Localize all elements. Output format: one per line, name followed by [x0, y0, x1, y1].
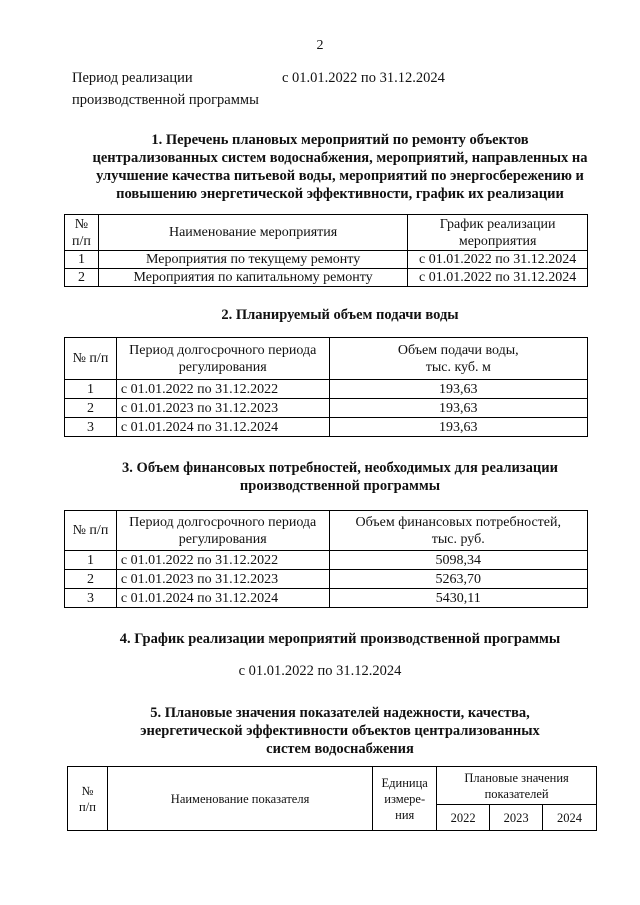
row-num: 3 [65, 418, 117, 437]
table-row [65, 399, 588, 418]
header-finance-line: Объем финансовых потребностей, [355, 514, 562, 530]
row-num: 1 [65, 551, 117, 570]
row-num: 1 [65, 380, 117, 399]
header-schedule-line: График реализации [439, 216, 556, 232]
header-num-line: п/п [79, 799, 96, 814]
section4-title: 4. График реализации мероприятий производственной программы [119, 631, 561, 647]
header-num: № п/п [65, 511, 117, 551]
row-period: с 01.01.2023 по 31.12.2023 [116, 399, 329, 418]
row-num: 1 [65, 251, 99, 269]
table-row [65, 269, 588, 287]
header-period-line: регулирования [178, 359, 267, 375]
header-year: 2022 [437, 805, 490, 831]
section1-title [40, 131, 640, 203]
section5-title-line: 5. Плановые значения показателей надежности, качества, [150, 705, 530, 721]
row-value: 5098,34 [329, 551, 587, 570]
row-period: с 01.01.2022 по 31.12.2022 [116, 551, 329, 570]
period-label-line1: Период реализации [72, 70, 193, 86]
period-label-line2: производственной программы [72, 92, 259, 108]
table-row [65, 570, 588, 589]
table-row [65, 551, 588, 570]
header-num [68, 767, 108, 831]
header-unit [373, 767, 437, 831]
header-period [116, 338, 329, 380]
table-row [65, 418, 588, 437]
section1-title-line: централизованных систем водоснабжения, мероприятий, направленных на [92, 150, 588, 166]
row-period: с 01.01.2023 по 31.12.2023 [116, 570, 329, 589]
section2-table [64, 337, 588, 437]
row-value: 193,63 [329, 380, 587, 399]
row-value: 193,63 [329, 418, 587, 437]
period-value: с 01.01.2022 по 31.12.2024 [282, 70, 445, 86]
row-schedule: с 01.01.2022 по 31.12.2024 [408, 251, 588, 269]
section5-table [67, 766, 597, 831]
header-indicator-name: Наименование показателя [107, 767, 372, 831]
section1-title-line: повышению энергетической эффективности, график их реализации [116, 186, 564, 202]
header-planned-line: показателей [484, 786, 549, 801]
section1-table [64, 214, 588, 287]
header-num-line: № [74, 216, 89, 232]
section5-title-line: энергетической эффективности объектов централизованных [140, 723, 540, 739]
table-row [65, 251, 588, 269]
row-name: Мероприятия по текущему ремонту [98, 251, 407, 269]
table-row [65, 589, 588, 608]
header-year: 2023 [490, 805, 543, 831]
section2-title: 2. Планируемый объем подачи воды [221, 307, 459, 323]
table-header-row [68, 767, 597, 805]
header-finance [329, 511, 587, 551]
header-schedule [408, 215, 588, 251]
row-num: 2 [65, 269, 99, 287]
row-value: 5430,11 [329, 589, 587, 608]
header-num: № п/п [65, 338, 117, 380]
header-year: 2024 [543, 805, 597, 831]
section3-title [40, 459, 640, 495]
header-unit-line: ния [395, 807, 415, 822]
row-num: 2 [65, 570, 117, 589]
section3-title-line: производственной программы [239, 478, 441, 494]
header-period-line: регулирования [178, 531, 267, 547]
header-unit-line: Единица [381, 775, 428, 790]
header-volume-line: Объем подачи воды, [397, 342, 519, 358]
header-planned-line: Плановые значения [464, 770, 569, 785]
row-num: 2 [65, 399, 117, 418]
header-num-line: № [81, 783, 94, 798]
header-num-line: п/п [72, 233, 91, 249]
section3-title-line: 3. Объем финансовых потребностей, необходимых для реализации [122, 460, 558, 476]
header-period [116, 511, 329, 551]
row-schedule: с 01.01.2022 по 31.12.2024 [408, 269, 588, 287]
row-value: 193,63 [329, 399, 587, 418]
section5-title-line: систем водоснабжения [266, 741, 414, 757]
section1-title-line: 1. Перечень плановых мероприятий по ремонту объектов [151, 132, 529, 148]
page-number: 2 [316, 38, 324, 53]
header-unit-line: измере- [384, 791, 426, 806]
table-header-row [65, 338, 588, 380]
section5-title [40, 704, 640, 758]
section1-title-line: улучшение качества питьевой воды, мероприятий по энергосбережению и [96, 168, 584, 184]
row-name: Мероприятия по капитальному ремонту [98, 269, 407, 287]
table-row [65, 380, 588, 399]
row-period: с 01.01.2024 по 31.12.2024 [116, 589, 329, 608]
row-value: 5263,70 [329, 570, 587, 589]
section4-period: с 01.01.2022 по 31.12.2024 [238, 663, 402, 679]
header-name: Наименование мероприятия [98, 215, 407, 251]
header-period-line: Период долгосрочного периода [129, 342, 317, 358]
header-num [65, 215, 99, 251]
row-num: 3 [65, 589, 117, 608]
row-period: с 01.01.2022 по 31.12.2022 [116, 380, 329, 399]
header-planned-values [437, 767, 597, 805]
header-volume [329, 338, 587, 380]
header-volume-line: тыс. куб. м [425, 359, 491, 375]
header-schedule-line: мероприятия [458, 233, 537, 249]
header-finance-line: тыс. руб. [431, 531, 485, 547]
table-header-row [65, 511, 588, 551]
row-period: с 01.01.2024 по 31.12.2024 [116, 418, 329, 437]
header-period-line: Период долгосрочного периода [129, 514, 317, 530]
table-header-row [65, 215, 588, 251]
section3-table [64, 510, 588, 608]
